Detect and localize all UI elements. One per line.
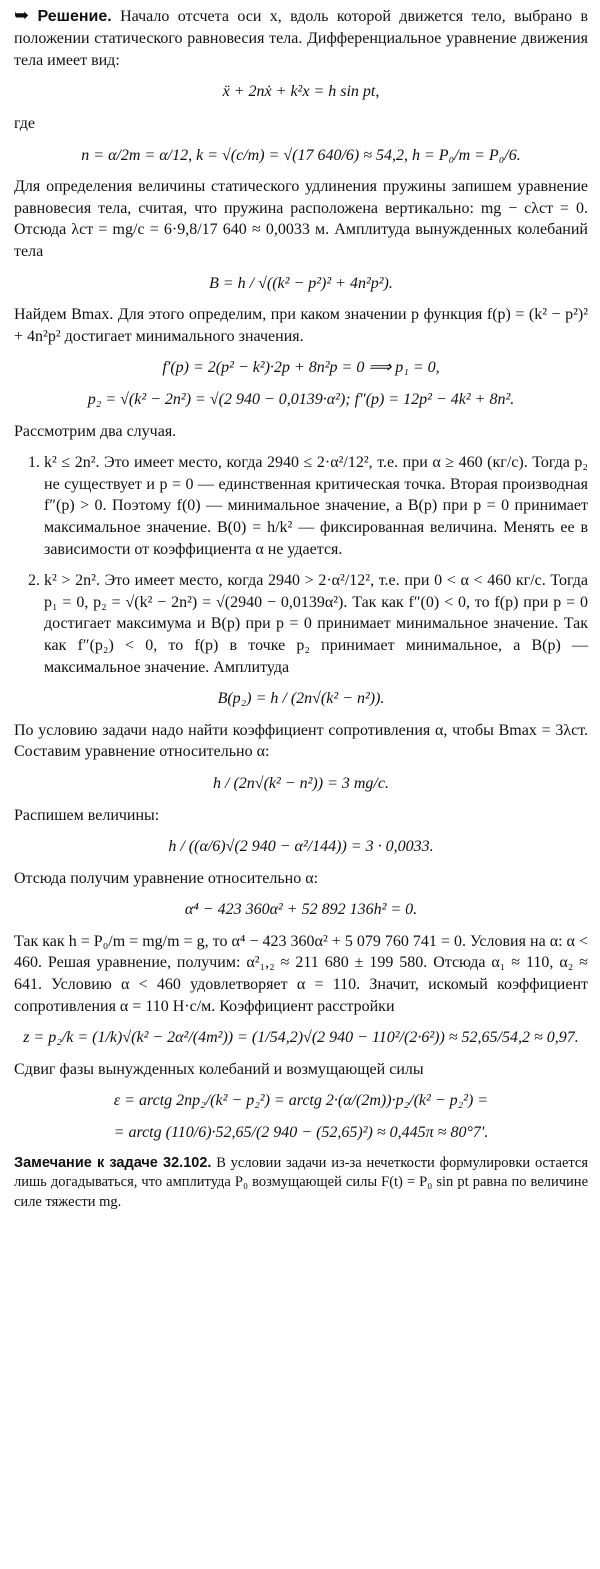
- cases-list: [14, 452, 588, 678]
- solution-page: [14, 4, 588, 1212]
- intro-paragraph: [14, 4, 588, 71]
- equation-amplitude: B = h / √((k² − p²)² + 4n²p²).: [209, 274, 393, 292]
- remark-paragraph: [14, 1154, 588, 1213]
- static-paragraph: Для определения величины статического удлинения пружины запишем уравнение равновесия тела, считая, что пружина расположена вертикально: mg − cλст = 0. Отсюда λст = mg/c = 6·9,8/17 640 ≈ 0,0033 м. Амплитуда вынужденных колебаний тела: [14, 178, 588, 261]
- condition-paragraph: По условию задачи надо найти коэффициент сопротивления α, чтобы Bmax = 3λст. Составим уравнение относительно α:: [14, 721, 588, 761]
- get-equation-label: Отсюда получим уравнение относительно α:: [14, 869, 319, 887]
- equation-condition: h / (2n√(k² − n²)) = 3 mg/c.: [213, 774, 389, 792]
- equation-detuning: z = p₂/k = (1/k)√(k² − 2α²/(4m²)) = (1/54,2)√(2 940 − 110²/(2·6²)) ≈ 52,65/54,2 ≈ 0,97.: [23, 1029, 579, 1047]
- equation-phase-1: ε = arctg 2np₂/(k² − p₂²) = arctg 2·(α/(2m))·p₂/(k² − p₂²) =: [113, 1092, 489, 1110]
- equation-derivative: f′(p) = 2(p² − k²)·2p + 8n²p = 0 ⟹ p₁ = 0,: [162, 359, 440, 377]
- equation-p2: p₂ = √(k² − 2n²) = √(2 940 − 0,0139·α²); f″(p) = 12p² − 4k² + 8n².: [87, 391, 515, 409]
- intro-text: Начало отсчета оси x, вдоль которой движется тело, выбрано в положении статического равновесия тела. Дифференциальное уравнение движения тела имеет вид:: [14, 8, 589, 69]
- phase-paragraph: Сдвиг фазы вынужденных колебаний и возмущающей силы: [14, 1060, 424, 1078]
- remark-text: В условии задачи из-за нечеткости формулировки остается лишь догадываться, что амплитуда P₀ возмущающей силы F(t) = P₀ sin pt равна по величине силе тяжести mg.: [14, 1154, 589, 1210]
- find-bmax-paragraph: Найдем Bmax. Для этого определим, при каком значении p функция f(p) = (k² − p²)² + 4n²p² достигает минимального значения.: [14, 306, 588, 345]
- equation-quartic: α⁴ − 423 360α² + 52 892 136h² = 0.: [184, 901, 418, 919]
- equation-b-p2: B(p₂) = h / (2n√(k² − n²)).: [217, 690, 385, 708]
- solve-paragraph: Так как h = P₀/m = mg/m = g, то α⁴ − 423 360α² + 5 079 760 741 = 0. Условия на α: α < 460. Решая уравнение, получим: α²₁,₂ ≈ 211 680 ± 199 580. Отсюда α₁ ≈ 110, α₂ ≈ 641. Условию α < 460 удовлетворяет α = 110. Значит, искомый коэффициент сопротивления α = 110 Н·с/м. Коэффициент расстройки: [14, 932, 588, 1015]
- case-2: 2. k² > 2n². Это имеет место, когда 2940 > 2·α²/12², т.е. при 0 < α < 460 кг/с. Тогда p₁ = 0, p₂ = √(k² − 2n²) = √(2940 − 0,0139α²). Так как f″(0) < 0, то f(p) при p = 0 достигает максимума и B(p) при p = 0 принимает минимальное значение. Так как f″(p₂) < 0, то f(p) в точке p₂ принимает минимальное, а B(p) — максимальное значение. Амплитуда: [44, 570, 588, 678]
- equation-phase-2: = arctg (110/6)·52,65/(2 940 − (52,65)²) ≈ 0,445π ≈ 80°7′.: [113, 1124, 489, 1142]
- expand-label: Распишем величины:: [14, 806, 160, 824]
- two-cases-label: Рассмотрим два случая.: [14, 422, 177, 440]
- case-1: 1. k² ≤ 2n². Это имеет место, когда 2940 ≤ 2·α²/12², т.е. при α ≥ 460 (кг/с). Тогда p₂ не существует и p = 0 — единственная критическая точка. Вторая производная f″(p) > 0. Поэтому f(0) — минимальное значение, а B(p) при p = 0 принимает максимальное значение. B(0) = h/k² — фиксированная величина. Менять ее в зависимости от коэффициента α не удается.: [44, 452, 588, 560]
- solution-heading: Решение.: [37, 8, 112, 25]
- equation-params: n = α/2m = α/12, k = √(c/m) = √(17 640/6) ≈ 54,2, h = P₀/m = P₀/6.: [81, 146, 521, 164]
- equation-expanded: h / ((α/6)√(2 940 − α²/144)) = 3 · 0,0033.: [168, 838, 434, 856]
- where-label: где: [14, 115, 36, 133]
- equation-motion: ẍ + 2nẋ + k²x = h sin pt,: [222, 83, 380, 101]
- remark-heading: Замечание к задаче 32.102.: [14, 1154, 212, 1171]
- arrow-icon: ➥: [14, 5, 30, 26]
